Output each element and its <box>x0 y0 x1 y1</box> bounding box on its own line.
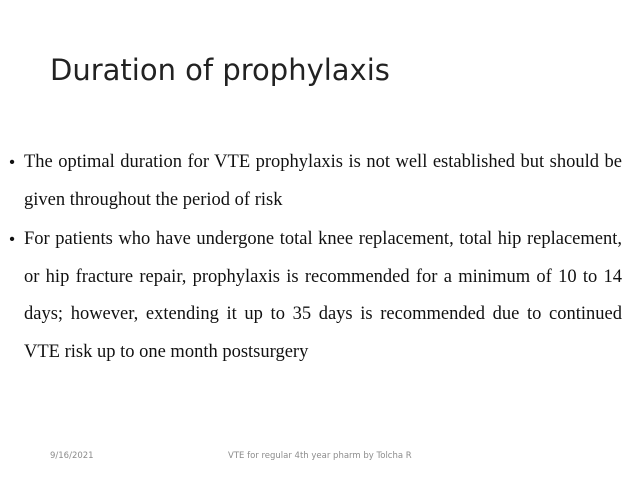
bullet-list <box>4 144 622 373</box>
bullet-marker: • <box>9 231 15 248</box>
bullet-marker: • <box>9 154 15 171</box>
footer-text: VTE for regular 4th year pharm by Tolcha R <box>228 451 412 461</box>
footer-date: 9/16/2021 <box>50 451 94 461</box>
bullet-item <box>4 144 622 219</box>
slide-title: Duration of prophylaxis <box>50 53 390 87</box>
bullet-text: For patients who have undergone total knee replacement, total hip replacement, or hip fracture repair, prophylaxis is recommended for a minimum of 10 to 14 days; however, extending it up to 35 days is recommended due to continued VTE risk up to one month postsurgery <box>24 229 622 362</box>
bullet-item <box>4 221 622 371</box>
bullet-text: The optimal duration for VTE prophylaxis is not well established but should be given throughout the period of risk <box>24 152 622 210</box>
